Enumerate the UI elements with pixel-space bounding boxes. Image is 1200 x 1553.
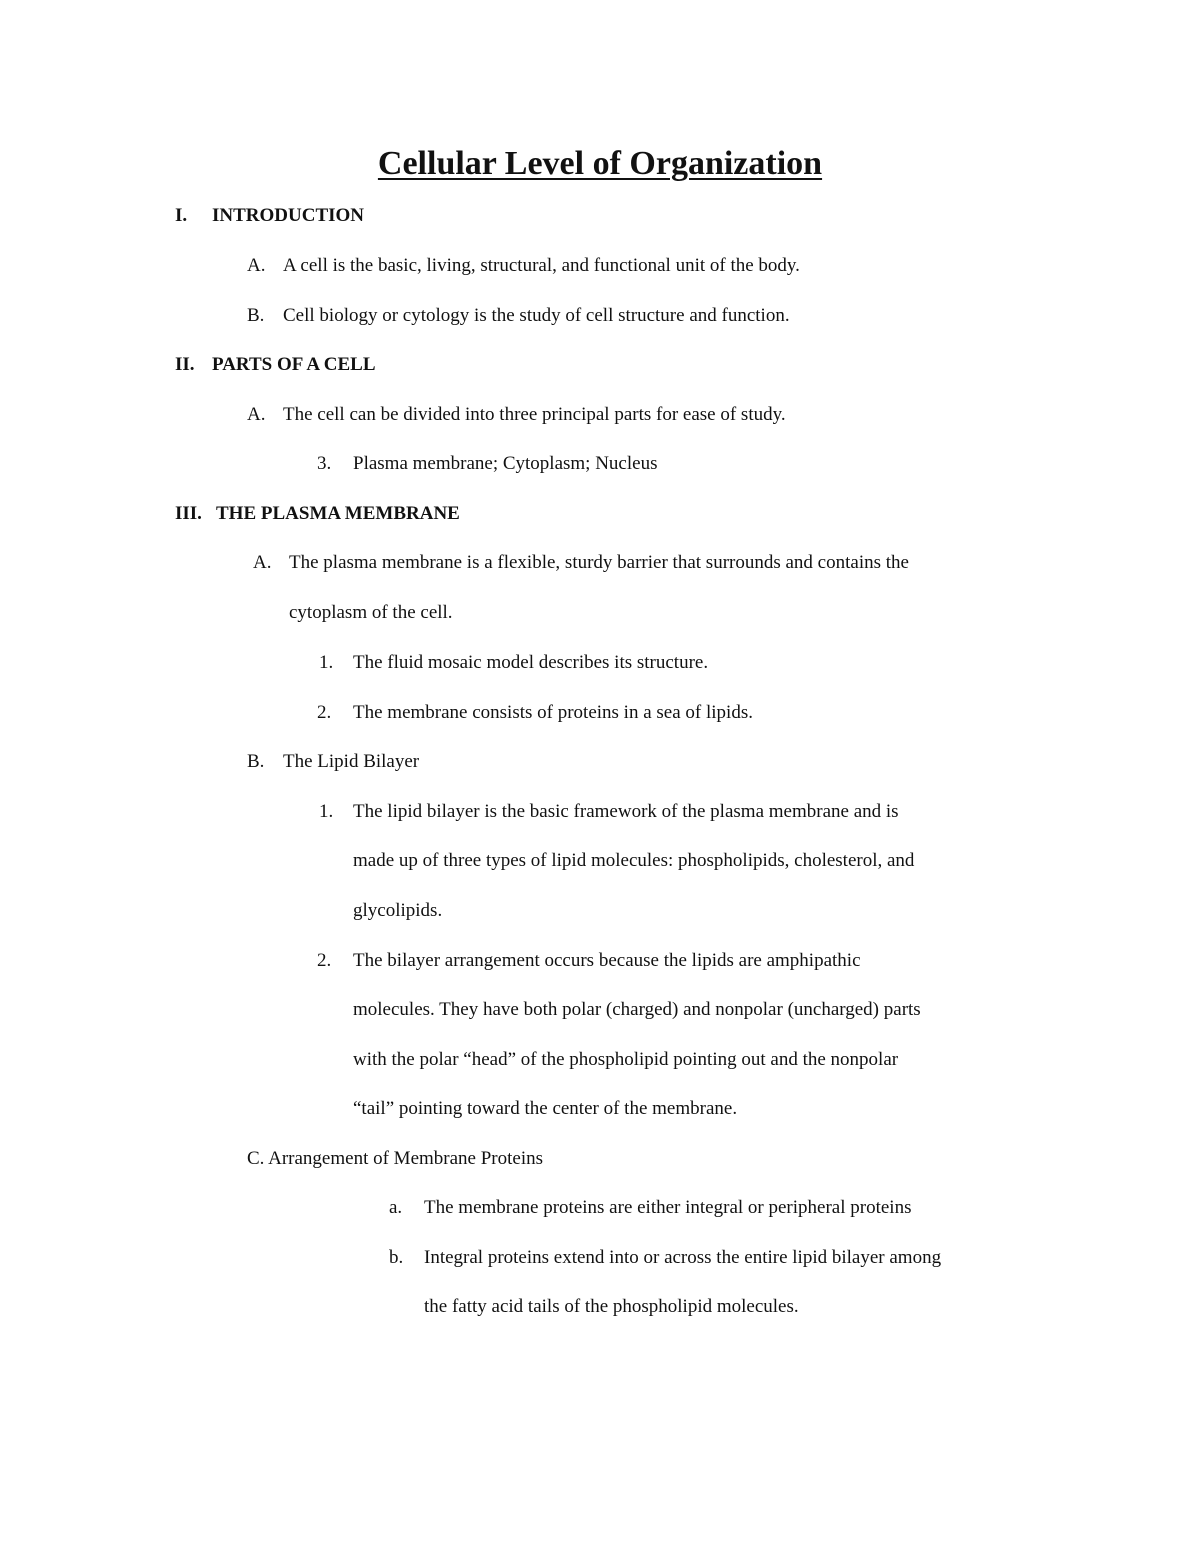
list-item-text: with the polar “head” of the phospholipid pointing out and the nonpolar xyxy=(353,1049,899,1070)
list-item-text: “tail” pointing toward the center of the membrane. xyxy=(353,1098,738,1119)
list-item-text: The fluid mosaic model describes its structure. xyxy=(353,652,709,673)
list-item-text: glycolipids. xyxy=(353,900,443,921)
list-marker: B. xyxy=(247,751,265,772)
section-numeral: II. xyxy=(175,354,195,375)
list-marker: 1. xyxy=(319,801,334,822)
list-marker: A. xyxy=(253,552,272,573)
list-marker: 3. xyxy=(317,453,332,474)
list-marker: 2. xyxy=(317,950,332,971)
document-title: Cellular Level of Organization xyxy=(377,145,823,182)
list-marker: A. xyxy=(247,255,266,276)
list-item-text: C. Arrangement of Membrane Proteins xyxy=(247,1148,544,1169)
section-heading: THE PLASMA MEMBRANE xyxy=(216,503,460,524)
list-item-text: Integral proteins extend into or across the entire lipid bilayer among xyxy=(424,1247,942,1268)
list-marker: A. xyxy=(247,404,266,425)
list-item-text: Cell biology or cytology is the study of cell structure and function. xyxy=(283,305,790,326)
list-item-text: The membrane consists of proteins in a sea of lipids. xyxy=(353,702,753,723)
list-item-text: The membrane proteins are either integral or peripheral proteins xyxy=(424,1197,912,1218)
section-numeral: III. xyxy=(175,503,202,524)
list-item-text: The cell can be divided into three principal parts for ease of study. xyxy=(283,404,786,425)
list-marker: a. xyxy=(389,1197,403,1218)
list-item-text: the fatty acid tails of the phospholipid molecules. xyxy=(424,1296,799,1317)
list-item-text: made up of three types of lipid molecules: phospholipids, cholesterol, and xyxy=(353,850,915,871)
list-item-text: A cell is the basic, living, structural, and functional unit of the body. xyxy=(283,255,800,276)
list-item-text: The lipid bilayer is the basic framework of the plasma membrane and is xyxy=(353,801,899,822)
list-item-text: The Lipid Bilayer xyxy=(283,751,420,772)
section-heading: INTRODUCTION xyxy=(212,205,365,226)
list-item-text: cytoplasm of the cell. xyxy=(289,602,453,623)
section-numeral: I. xyxy=(175,205,188,226)
list-item-text: The bilayer arrangement occurs because the lipids are amphipathic xyxy=(353,950,861,971)
section-heading: PARTS OF A CELL xyxy=(212,354,376,375)
list-marker: B. xyxy=(247,305,265,326)
list-marker: 2. xyxy=(317,702,332,723)
list-item-text: Plasma membrane; Cytoplasm; Nucleus xyxy=(353,453,658,474)
list-item-text: molecules. They have both polar (charged) and nonpolar (uncharged) parts xyxy=(353,999,921,1020)
list-item-text: The plasma membrane is a flexible, sturdy barrier that surrounds and contains the xyxy=(289,552,909,573)
list-marker: b. xyxy=(389,1247,404,1268)
list-marker: 1. xyxy=(319,652,334,673)
